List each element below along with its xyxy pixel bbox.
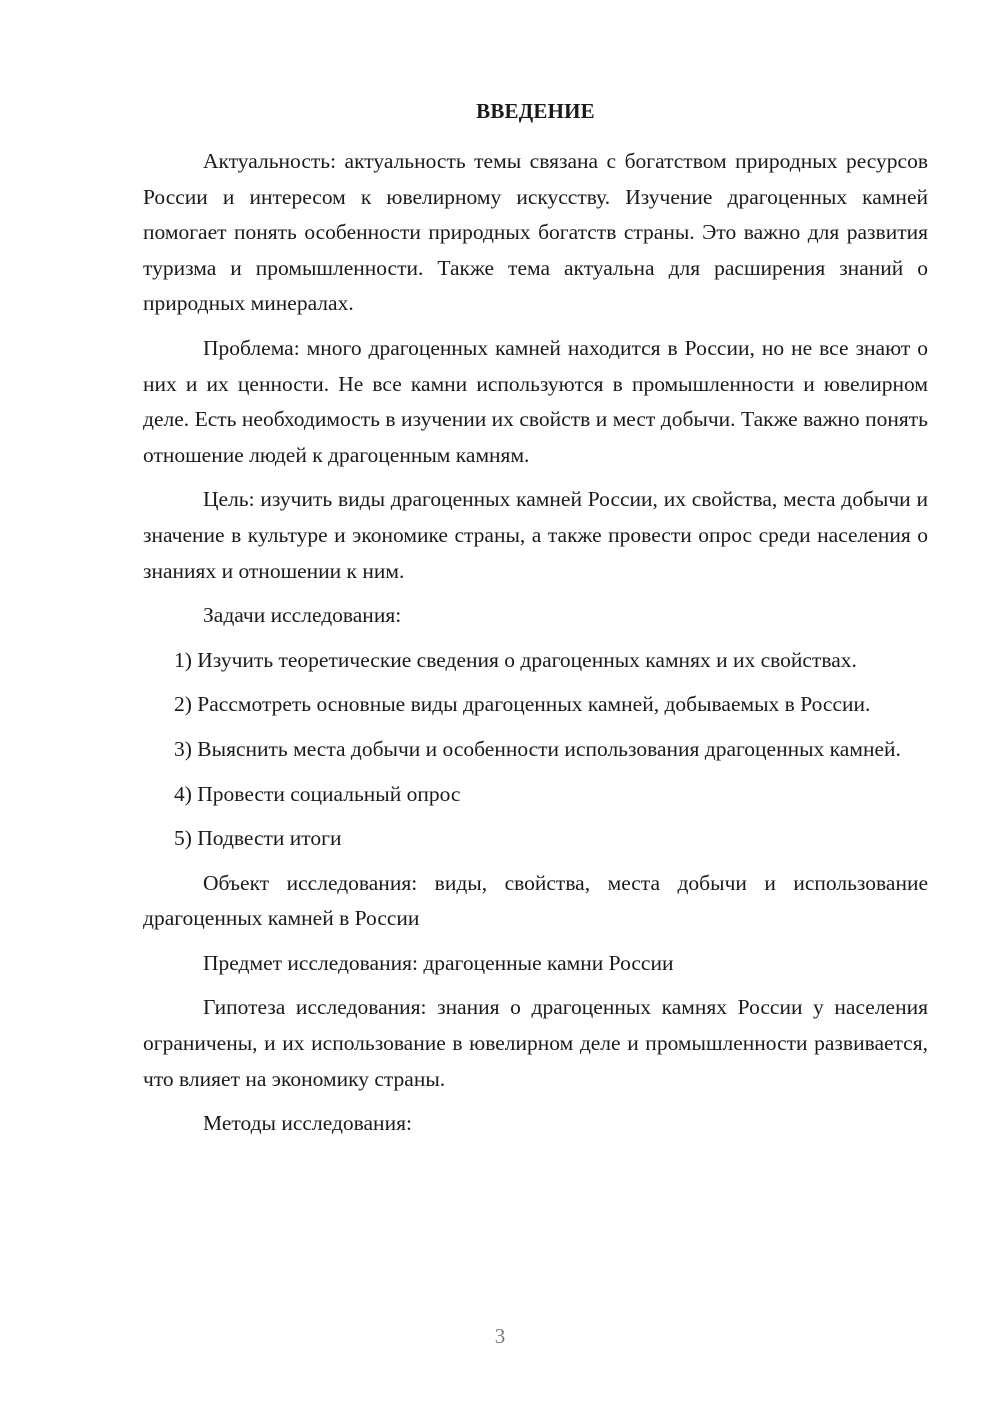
page-number: 3 — [494, 1324, 506, 1348]
task-item-3: 3) Выяснить места добычи и особенности использования драгоценных камней. — [174, 736, 901, 761]
paragraph-hypothesis: Гипотеза исследования: знания о драгоценных камнях России у населения ограничены, и их использование в ювелирном деле и промышленности развивается, что влияет на экономику страны. — [143, 995, 928, 1091]
paragraph-object: Объект исследования: виды, свойства, места добычи и использование драгоценных камней в России — [143, 870, 928, 931]
task-item-1: 1) Изучить теоретические сведения о драгоценных камнях и их свойствах. — [174, 647, 857, 672]
paragraph-relevance: Актуальность: актуальность темы связана с богатством природных ресурсов России и интересом к ювелирному искусству. Изучение драгоценных камней помогает понять особенности природных богатств страны. Это важно для развития туризма и промышленности. Также тема актуальна для расширения знаний о природных минералах. — [143, 149, 928, 316]
section-title: ВВЕДЕНИЕ — [476, 99, 595, 123]
tasks-heading: Задачи исследования: — [203, 603, 402, 628]
paragraph-subject: Предмет исследования: драгоценные камни России — [203, 950, 674, 975]
tasks-list — [143, 643, 928, 857]
paragraph-goal: Цель: изучить виды драгоценных камней России, их свойства, места добычи и значение в культуре и экономике страны, а также провести опрос среди населения о знаниях и отношении к ним. — [143, 487, 928, 583]
paragraph-problem: Проблема: много драгоценных камней находится в России, но не все знают о них и их ценности. Не все камни используются в промышленности и ювелирном деле. Есть необходимость в изучении их свойств и мест добычи. Также важно понять отношение людей к драгоценным камням. — [143, 335, 928, 467]
task-item-4: 4) Провести социальный опрос — [174, 781, 461, 806]
task-item-5: 5) Подвести итоги — [174, 826, 342, 851]
document-page — [143, 95, 928, 1151]
task-item-2: 2) Рассмотреть основные виды драгоценных камней, добываемых в России. — [174, 692, 871, 717]
methods-heading: Методы исследования: — [203, 1111, 412, 1136]
